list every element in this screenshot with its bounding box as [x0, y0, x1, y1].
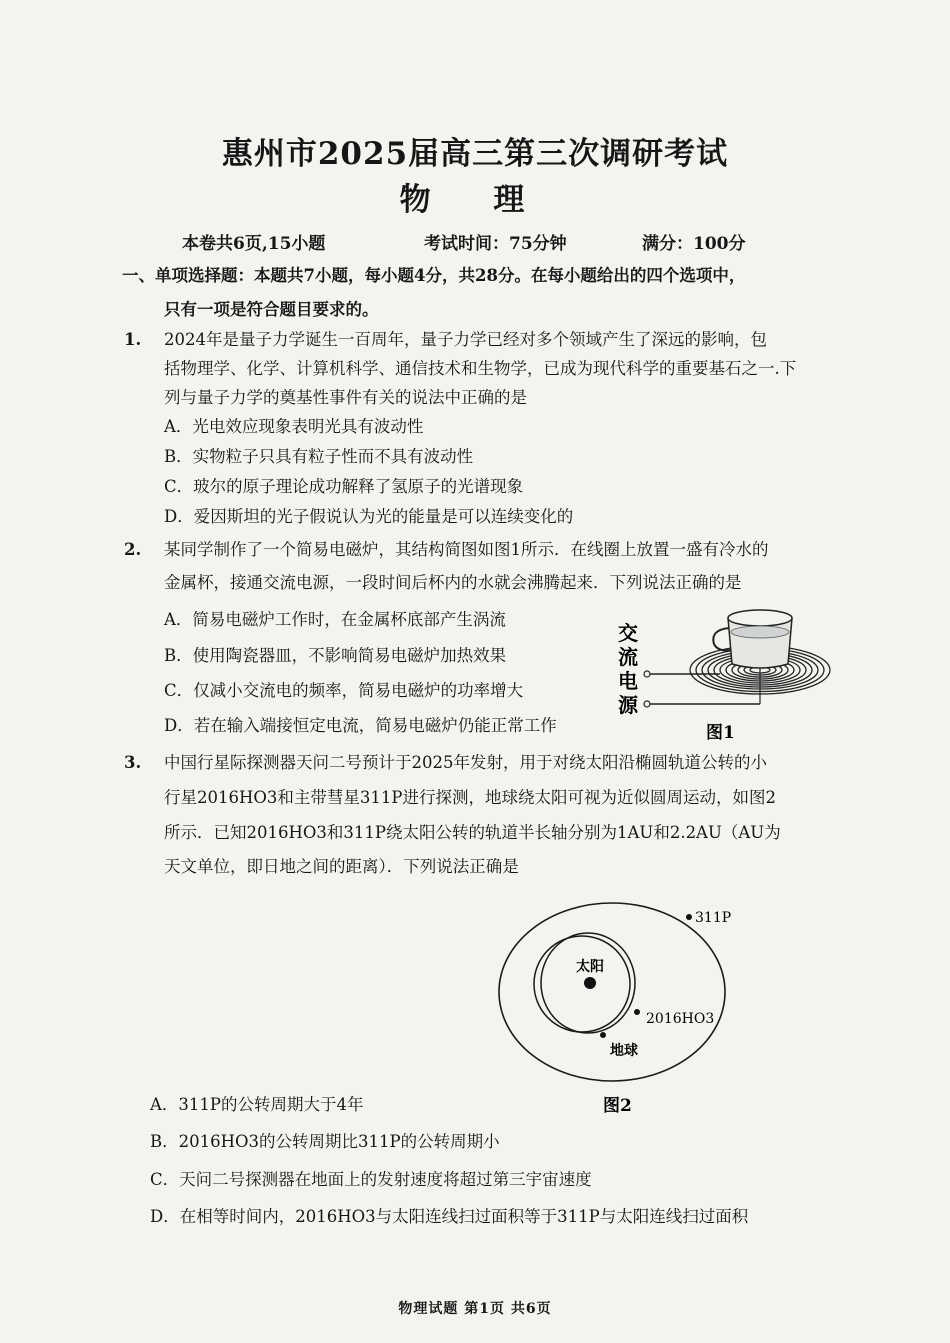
fig1-side-label-3: 电 [618, 669, 638, 693]
fig2-label-earth: 地球 [610, 1043, 638, 1059]
q3-option-d: D．在相等时间内，2016HO3与太阳连线扫过面积等于311P与太阳连线扫过面积 [150, 1207, 749, 1226]
fig1-side-label-2: 流 [618, 645, 638, 669]
q1-stem-line1: 2024年是量子力学诞生一百周年，量子力学已经对多个领域产生了深远的影响，包 [164, 330, 767, 349]
q3-stem-line1: 中国行星际探测器天问二号预计于2025年发射，用于对绕太阳沿椭圆轨道公转的小 [164, 753, 767, 772]
q2-stem-line1: 某同学制作了一个简易电磁炉，其结构简图如图1所示．在线圈上放置一盛有冷水的 [164, 540, 769, 559]
q2-option-d: D．若在输入端接恒定电流，简易电磁炉仍能正常工作 [164, 716, 557, 735]
fig1-side-label-4: 源 [618, 693, 638, 717]
q3-number: 3. [124, 753, 142, 772]
section-heading-line2: 只有一项是符合题目要求的。 [164, 300, 379, 319]
info-score: 满分：100分 [642, 234, 746, 254]
q3-stem-line3: 所示．已知2016HO3和311P绕太阳公转的轨道半长轴分别为1AU和2.2AU（AU为 [164, 823, 781, 842]
q3-stem-line2: 行星2016HO3和主带彗星311P进行探测，地球绕太阳可视为近似圆周运动，如图2 [164, 788, 776, 807]
q3-option-c: C．天问二号探测器在地面上的发射速度将超过第三宇宙速度 [150, 1170, 592, 1189]
q2-option-c: C．仅减小交流电的频率，简易电磁炉的功率增大 [164, 681, 524, 700]
fig2-orbit-earth [534, 936, 630, 1032]
q2-number: 2. [124, 540, 142, 559]
fig2-point-311p [686, 914, 692, 920]
fig2-label-311p: 311P [695, 910, 732, 926]
figure-2-orbits [490, 895, 750, 1120]
fig2-label-sun: 太阳 [576, 959, 604, 975]
fig2-caption: 图2 [603, 1096, 632, 1116]
q1-stem-line3: 列与量子力学的奠基性事件有关的说法中正确的是 [164, 388, 527, 407]
page-footer: 物理试题 第1页 共6页 [398, 1301, 552, 1317]
q3-stem-line4: 天文单位，即日地之间的距离）．下列说法正确是 [164, 857, 519, 876]
q3-option-b: B．2016HO3的公转周期比311P的公转周期小 [150, 1132, 500, 1151]
section-heading-line1: 一、单项选择题：本题共7小题，每小题4分，共28分。在每小题给出的四个选项中， [122, 266, 746, 285]
q1-option-a: A．光电效应现象表明光具有波动性 [164, 417, 424, 436]
figure-1-induction-cooker [610, 600, 835, 745]
exam-title: 惠州市2025届高三第三次调研考试 [221, 136, 729, 172]
fig1-metal-cup [713, 610, 792, 668]
q1-option-c: C．玻尔的原子理论成功解释了氢原子的光谱现象 [164, 477, 524, 496]
q1-option-d: D．爱因斯坦的光子假说认为光的能量是可以连续变化的 [164, 507, 574, 526]
q1-number: 1. [124, 330, 142, 349]
q2-option-b: B．使用陶瓷器皿，不影响简易电磁炉加热效果 [164, 646, 507, 665]
info-time: 考试时间：75分钟 [424, 234, 567, 254]
q3-option-a: A．311P的公转周期大于4年 [150, 1095, 364, 1114]
fig2-sun [584, 977, 596, 989]
fig1-terminal-1 [644, 671, 650, 677]
fig1-side-label-1: 交 [618, 621, 638, 645]
fig1-caption: 图1 [706, 723, 735, 743]
fig1-terminal-2 [644, 701, 650, 707]
subject-title: 物 理 [399, 182, 551, 218]
fig2-label-2016ho3: 2016HO3 [646, 1011, 715, 1027]
q2-stem-line2: 金属杯，接通交流电源，一段时间后杯内的水就会沸腾起来．下列说法正确的是 [164, 573, 742, 592]
fig2-point-2016ho3 [634, 1009, 640, 1015]
q2-option-a: A．简易电磁炉工作时，在金属杯底部产生涡流 [164, 610, 506, 629]
q1-stem-line2: 括物理学、化学、计算机科学、通信技术和生物学，已成为现代科学的重要基石之一.下 [164, 359, 797, 378]
fig2-point-earth [600, 1032, 606, 1038]
q1-option-b: B．实物粒子只具有粒子性而不具有波动性 [164, 447, 474, 466]
info-pages: 本卷共6页,15小题 [182, 234, 326, 254]
